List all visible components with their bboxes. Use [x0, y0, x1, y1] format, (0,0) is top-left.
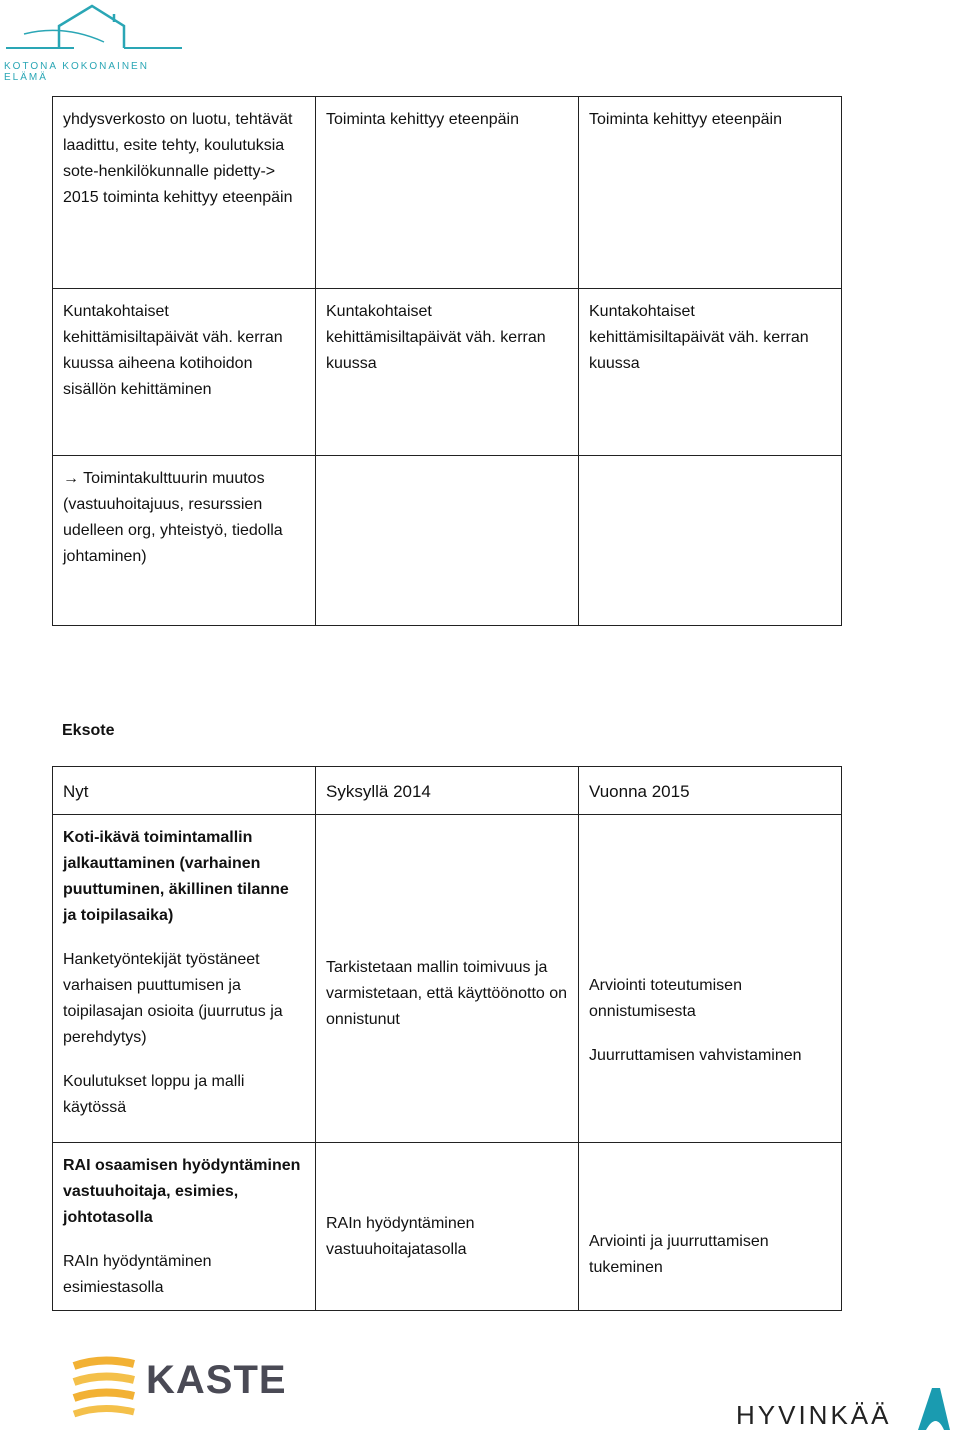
table-row	[53, 1143, 842, 1311]
table-cell	[579, 815, 842, 1143]
cell-text: Koulutukset loppu ja malli käytössä	[63, 1073, 245, 1116]
cell-heading: RAI osaamisen hyödyntäminen vastuuhoitaja, esimies, johtotasolla	[63, 1157, 301, 1226]
table-header-row	[53, 767, 842, 815]
cell-text: Juurruttamisen vahvistaminen	[589, 1047, 802, 1064]
cell-text: Arviointi toteutumisen onnistumisesta	[589, 977, 742, 1020]
progress-table-2	[52, 766, 842, 1311]
table-cell: Kuntakohtaiset kehittämisiltapäivät väh. kerran kuussa	[316, 289, 579, 456]
table-cell	[53, 1143, 316, 1311]
table-cell	[316, 815, 579, 1143]
cell-text: Hanketyöntekijät työstäneet varhaisen puuttumisen ja toipilasajan osioita (juurrutus ja perehdytys)	[63, 951, 283, 1046]
column-header: Nyt	[53, 767, 316, 815]
cell-text: Tarkistetaan mallin toimivuus ja varmistetaan, että käyttöönotto on onnistunut	[326, 959, 568, 1028]
table-cell	[579, 456, 842, 626]
arrow-icon: →	[63, 470, 79, 487]
hyvinkaa-logo	[736, 1384, 958, 1434]
kaste-logo-text: KASTE	[146, 1358, 287, 1402]
table-row	[53, 456, 842, 626]
table-cell: Toiminta kehittyy eteenpäin	[579, 97, 842, 289]
cell-text: RAIn hyödyntäminen vastuuhoitajatasolla	[326, 1215, 475, 1258]
section-title: Eksote	[62, 722, 115, 739]
table-row	[53, 815, 842, 1143]
cell-heading: Koti-ikävä toimintamallin jalkauttaminen (varhainen puuttuminen, äkillinen tilanne ja toipilasaika)	[63, 829, 289, 924]
house-icon	[4, 4, 184, 54]
column-header: Vuonna 2015	[579, 767, 842, 815]
hyvinkaa-emblem-icon	[914, 1384, 954, 1434]
hyvinkaa-logo-text: HYVINKÄÄ	[736, 1400, 892, 1430]
table-cell	[316, 1143, 579, 1311]
cell-text: RAIn hyödyntäminen esimiestasolla	[63, 1253, 212, 1296]
kaste-swirl-icon	[72, 1356, 142, 1422]
table-cell: Kuntakohtaiset kehittämisiltapäivät väh. kerran kuussa	[579, 289, 842, 456]
cell-text: Toimintakulttuurin muutos (vastuuhoitajuus, resurssien udelleen org, yhteistyö, tiedolla johtaminen)	[63, 470, 283, 565]
table-row	[53, 289, 842, 456]
column-header: Syksyllä 2014	[316, 767, 579, 815]
header-logo	[4, 4, 184, 83]
header-logo-text: KOTONA KOKONAINEN ELÄMÄ	[4, 61, 149, 83]
table-cell	[316, 456, 579, 626]
cell-text: Arviointi ja juurruttamisen tukeminen	[589, 1233, 769, 1276]
progress-table-1	[52, 96, 842, 626]
table-cell	[53, 456, 316, 626]
table-cell: Toiminta kehittyy eteenpäin	[316, 97, 579, 289]
table-cell	[53, 815, 316, 1143]
table-cell: yhdysverkosto on luotu, tehtävät laadittu, esite tehty, koulutuksia sote-henkilökunnalle pidetty-> 2015 toiminta kehittyy eteenpäin	[53, 97, 316, 289]
table-row	[53, 97, 842, 289]
table-cell	[579, 1143, 842, 1311]
table-cell: Kuntakohtaiset kehittämisiltapäivät väh. kerran kuussa aiheena kotihoidon sisällön kehittäminen	[53, 289, 316, 456]
kaste-logo	[72, 1356, 287, 1426]
